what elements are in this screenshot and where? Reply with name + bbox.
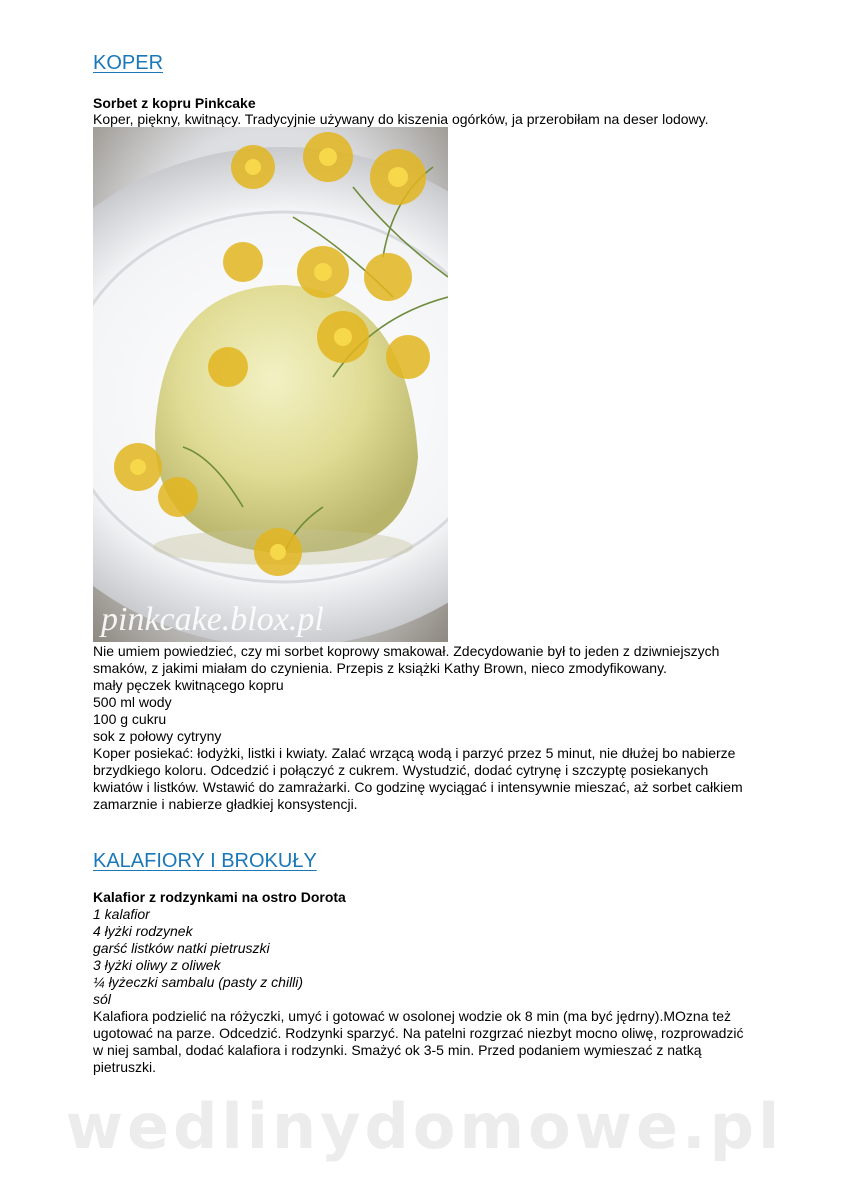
recipe-intro	[93, 111, 793, 128]
ingredient-item: ¼ łyżeczki sambalu (pasty z chilli)	[93, 974, 304, 990]
ingredient-item: mały pęczek kwitnącego kopru	[93, 677, 284, 693]
ingredient-item: 100 g cukru	[93, 711, 167, 727]
instruction-line: Koper posiekać: łodyżki, listki i kwiaty. Zalać wrzącą wodą i parzyć przez 5 minut, nie dłużej bo nabierze	[93, 745, 736, 761]
ingredient-item: 1 kalafior	[93, 906, 150, 922]
kalafior-recipe	[93, 906, 793, 1076]
instruction-line: zamarznie i nabierze gładkiej konsystencji.	[93, 796, 358, 812]
ingredient-item: 500 ml wody	[93, 694, 172, 710]
description-line: smaków, z jakimi miałam do czynienia. Przepis z książki Kathy Brown, nieco zmodyfikowany.	[93, 660, 667, 676]
instruction-line: brzydkiego koloru. Odcedzić i połączyć z cukrem. Wystudzić, dodać cytrynę i szczyptę posiekanych	[93, 762, 709, 778]
instruction-line: Kalafiora podzielić na różyczki, umyć i gotować w osolonej wodzie ok 8 min (ma być jędrny).MOzna też	[93, 1008, 732, 1024]
section-title-koper[interactable]: KOPER	[93, 52, 164, 74]
site-watermark: wedlinydomowe.pl	[65, 1090, 784, 1163]
recipe-title-sorbet: Sorbet z kopru Pinkcake	[93, 95, 256, 111]
description-line: Nie umiem powiedzieć, czy mi sorbet koprowy smakował. Zdecydowanie był to jeden z dziwniejszych	[93, 643, 720, 659]
intro-text: Koper, piękny, kwitnący. Tradycyjnie używany do kiszenia ogórków, ja przerobiłam na deser lodowy.	[93, 111, 709, 127]
instruction-line: ugotować na parze. Odcedzić. Rodzynki sparzyć. Na patelni rozgrzać niezbyt mocno oliwę, rozprowadzić	[93, 1025, 744, 1041]
photo-watermark-text: pinkcake.blox.pl	[101, 601, 324, 638]
instruction-line: kwiatów i listków. Wstawić do zamrażarki. Co godzinę wyciągać i intensywnie mieszać, aż sorbet całkiem	[93, 779, 743, 795]
instruction-line: w niej sambal, dodać kalafiora i rodzynki. Smażyć ok 3-5 min. Przed podaniem wymieszać z natką	[93, 1042, 702, 1058]
recipe-title-kalafior: Kalafior z rodzynkami na ostro Dorota	[93, 889, 346, 905]
ingredient-item: 3 łyżki oliwy z oliwek	[93, 957, 221, 973]
section-title-kalafiory[interactable]: KALAFIORY I BROKUŁY	[93, 850, 317, 872]
ingredient-item: sól	[93, 991, 111, 1007]
ingredient-item: sok z połowy cytryny	[93, 728, 222, 744]
ingredient-item: garść listków natki pietruszki	[93, 940, 270, 956]
ingredient-item: 4 łyżki rodzynek	[93, 923, 193, 939]
instruction-line: pietruszki.	[93, 1059, 157, 1075]
sorbet-photo	[93, 127, 448, 642]
sorbet-description	[93, 643, 793, 813]
